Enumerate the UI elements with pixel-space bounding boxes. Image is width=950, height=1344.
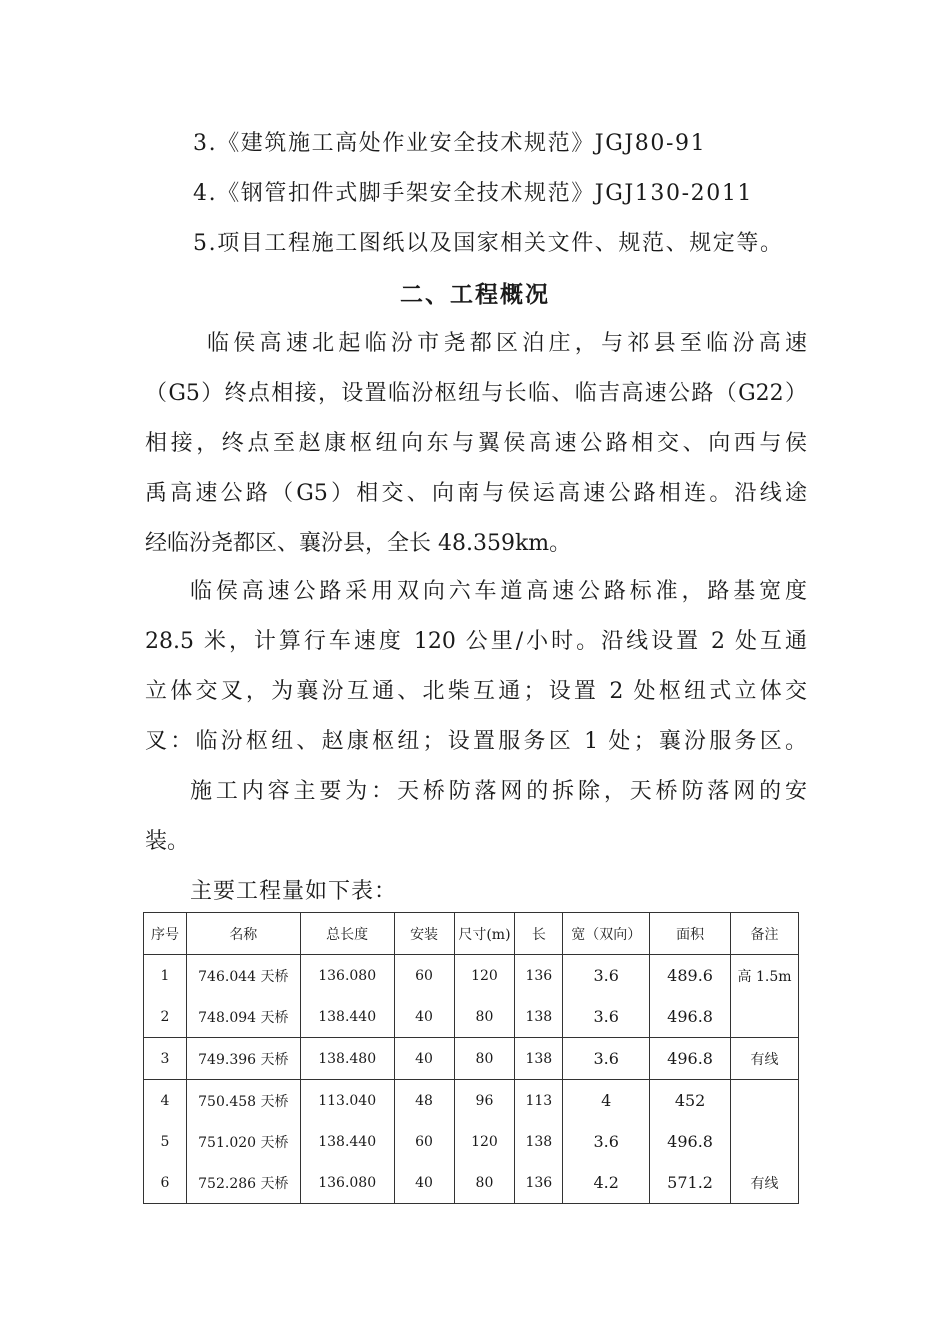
cell-name: 750.458 天桥 bbox=[186, 1080, 300, 1122]
cell-remark: 有线 bbox=[731, 1162, 799, 1204]
cell-width: 4 bbox=[563, 1080, 650, 1122]
paragraph-line: 叉：临汾枢纽、赵康枢纽；设置服务区 1 处；襄汾服务区。 bbox=[145, 729, 807, 754]
cell-remark: 有线 bbox=[731, 1038, 799, 1080]
cell-name: 746.044 天桥 bbox=[186, 955, 300, 997]
reference-item: 3.《建筑施工高处作业安全技术规范》JGJ80-91 bbox=[193, 131, 707, 156]
cell-size: 80 bbox=[454, 1162, 515, 1204]
cell-remark bbox=[731, 996, 799, 1038]
cell-name: 748.094 天桥 bbox=[186, 996, 300, 1038]
header-index: 序号 bbox=[144, 913, 187, 955]
cell-size: 80 bbox=[454, 996, 515, 1038]
cell-index: 1 bbox=[144, 955, 187, 997]
cell-install: 40 bbox=[394, 1162, 454, 1204]
cell-index: 2 bbox=[144, 996, 187, 1038]
cell-index: 5 bbox=[144, 1121, 187, 1162]
cell-area: 571.2 bbox=[650, 1162, 731, 1204]
paragraph-line: 经临汾尧都区、襄汾县，全长 48.359km。 bbox=[145, 531, 572, 556]
table-caption: 主要工程量如下表： bbox=[190, 879, 398, 904]
cell-width: 4.2 bbox=[563, 1162, 650, 1204]
cell-name: 751.020 天桥 bbox=[186, 1121, 300, 1162]
paragraph-line: 立体交叉，为襄汾互通、北柴互通；设置 2 处枢纽式立体交 bbox=[145, 679, 807, 704]
paragraph-line: 临侯高速公路采用双向六车道高速公路标准，路基宽度 bbox=[190, 579, 807, 604]
cell-length: 138 bbox=[515, 1038, 563, 1080]
header-install: 安装 bbox=[394, 913, 454, 955]
table-row bbox=[144, 955, 799, 997]
cell-area: 452 bbox=[650, 1080, 731, 1122]
header-length: 长 bbox=[515, 913, 563, 955]
paragraph-line: 施工内容主要为：天桥防落网的拆除，天桥防落网的安 bbox=[190, 779, 807, 804]
paragraph-line: 28.5 米，计算行车速度 120 公里/小时。沿线设置 2 处互通 bbox=[145, 629, 807, 654]
cell-install: 60 bbox=[394, 955, 454, 997]
header-size: 尺寸(m) bbox=[454, 913, 515, 955]
cell-install: 40 bbox=[394, 1038, 454, 1080]
header-width: 宽（双向） bbox=[563, 913, 650, 955]
cell-total-length: 138.480 bbox=[300, 1038, 394, 1080]
cell-area: 496.8 bbox=[650, 1038, 731, 1080]
cell-area: 496.8 bbox=[650, 1121, 731, 1162]
table-row bbox=[144, 996, 799, 1038]
cell-name: 749.396 天桥 bbox=[186, 1038, 300, 1080]
cell-area: 489.6 bbox=[650, 955, 731, 997]
cell-total-length: 138.440 bbox=[300, 1121, 394, 1162]
cell-install: 60 bbox=[394, 1121, 454, 1162]
quantity-table bbox=[143, 912, 799, 1204]
cell-install: 40 bbox=[394, 996, 454, 1038]
paragraph-line: 装。 bbox=[145, 829, 190, 854]
table-row bbox=[144, 1162, 799, 1204]
header-name: 名称 bbox=[186, 913, 300, 955]
paragraph-line: 相接，终点至赵康枢纽向东与翼侯高速公路相交、向西与侯 bbox=[145, 431, 807, 456]
cell-size: 96 bbox=[454, 1080, 515, 1122]
cell-index: 6 bbox=[144, 1162, 187, 1204]
header-remark: 备注 bbox=[731, 913, 799, 955]
cell-total-length: 136.080 bbox=[300, 1162, 394, 1204]
table-row bbox=[144, 1121, 799, 1162]
cell-index: 4 bbox=[144, 1080, 187, 1122]
reference-item: 4.《钢管扣件式脚手架安全技术规范》JGJ130-2011 bbox=[193, 181, 754, 206]
cell-remark: 高 1.5m bbox=[731, 955, 799, 997]
cell-length: 136 bbox=[515, 1162, 563, 1204]
paragraph-line: 禹高速公路（G5）相交、向南与侯运高速公路相连。沿线途 bbox=[145, 481, 807, 506]
cell-width: 3.6 bbox=[563, 1038, 650, 1080]
cell-total-length: 113.040 bbox=[300, 1080, 394, 1122]
cell-size: 120 bbox=[454, 955, 515, 997]
cell-total-length: 136.080 bbox=[300, 955, 394, 997]
header-total-length: 总长度 bbox=[300, 913, 394, 955]
cell-area: 496.8 bbox=[650, 996, 731, 1038]
cell-length: 138 bbox=[515, 1121, 563, 1162]
header-area: 面积 bbox=[650, 913, 731, 955]
cell-width: 3.6 bbox=[563, 996, 650, 1038]
cell-length: 113 bbox=[515, 1080, 563, 1122]
table-row bbox=[144, 1038, 799, 1080]
table-header-row bbox=[144, 913, 799, 955]
cell-name: 752.286 天桥 bbox=[186, 1162, 300, 1204]
cell-remark bbox=[731, 1080, 799, 1122]
paragraph-line: （G5）终点相接，设置临汾枢纽与长临、临吉高速公路（G22） bbox=[145, 381, 807, 406]
cell-width: 3.6 bbox=[563, 1121, 650, 1162]
cell-index: 3 bbox=[144, 1038, 187, 1080]
cell-size: 120 bbox=[454, 1121, 515, 1162]
section-title: 二、工程概况 bbox=[400, 281, 550, 308]
paragraph-line: 临侯高速北起临汾市尧都区泊庄，与祁县至临汾高速 bbox=[207, 331, 807, 356]
cell-total-length: 138.440 bbox=[300, 996, 394, 1038]
cell-width: 3.6 bbox=[563, 955, 650, 997]
cell-size: 80 bbox=[454, 1038, 515, 1080]
cell-length: 136 bbox=[515, 955, 563, 997]
table-row bbox=[144, 1080, 799, 1122]
cell-remark bbox=[731, 1121, 799, 1162]
reference-item: 5.项目工程施工图纸以及国家相关文件、规范、规定等。 bbox=[193, 231, 784, 256]
cell-length: 138 bbox=[515, 996, 563, 1038]
cell-install: 48 bbox=[394, 1080, 454, 1122]
